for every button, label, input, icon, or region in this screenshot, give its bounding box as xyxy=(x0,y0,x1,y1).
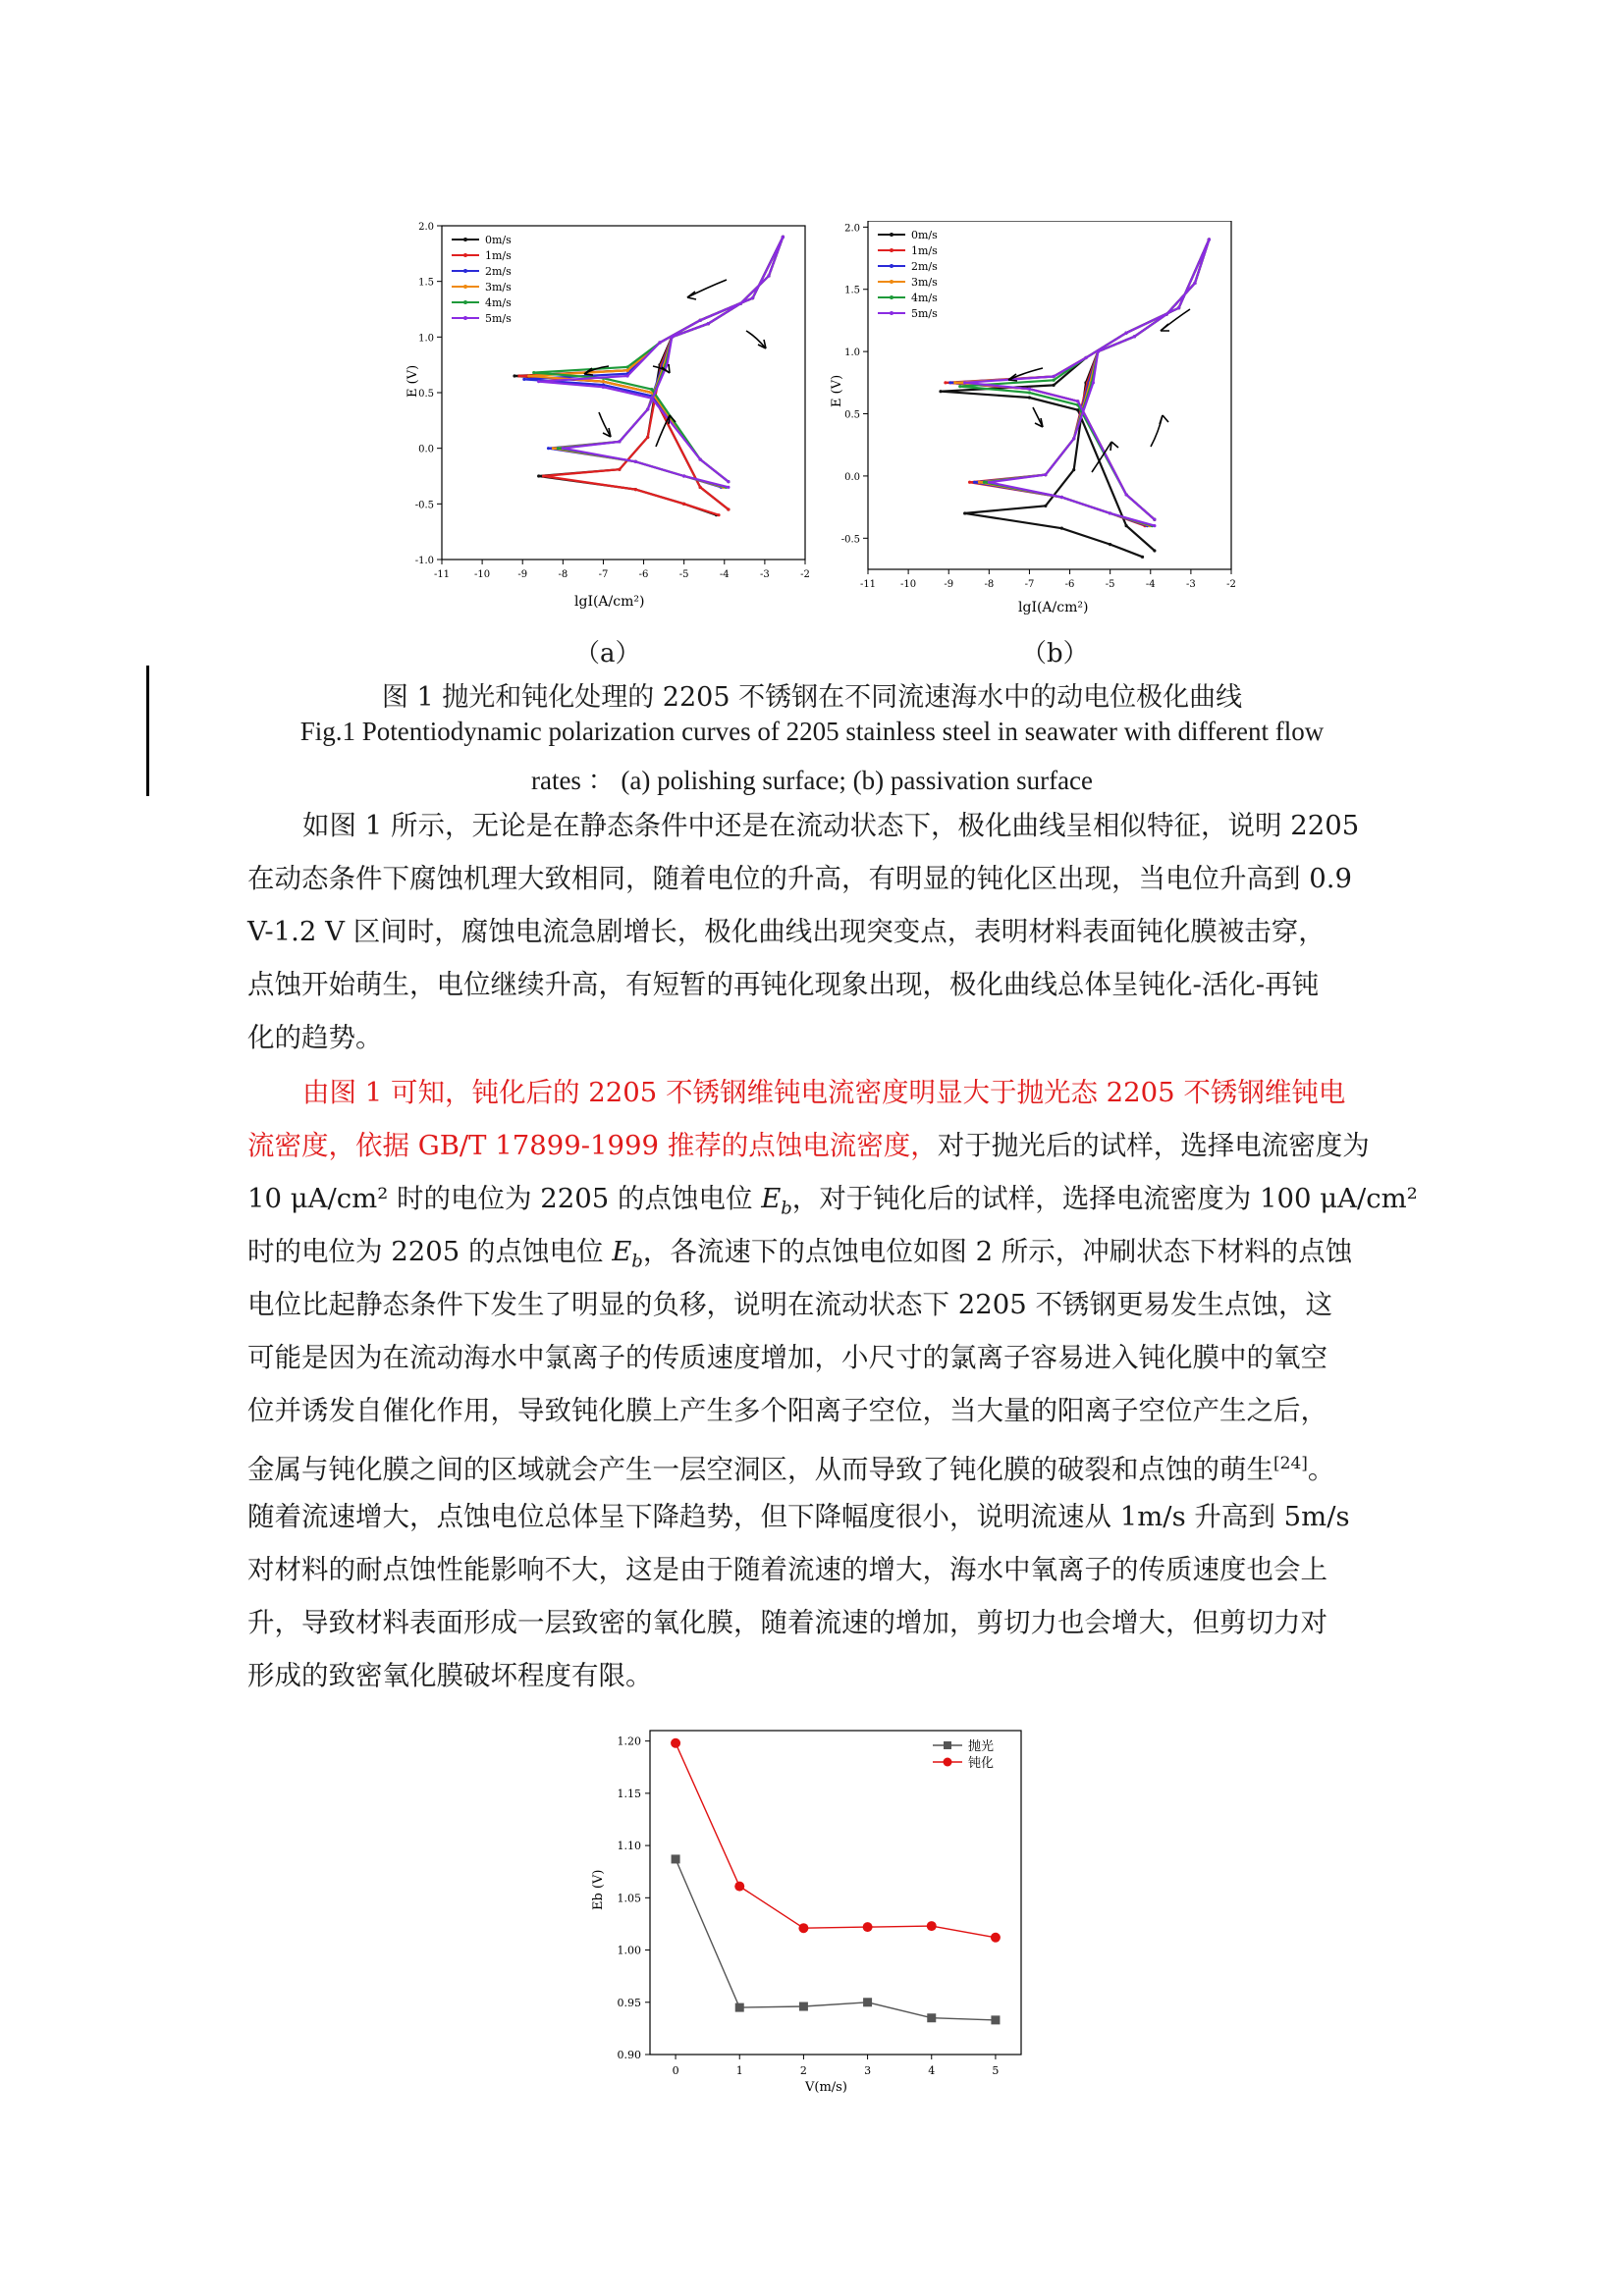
curve-marker xyxy=(983,481,986,484)
panel-b-ticks xyxy=(841,223,1236,590)
legend-label: 1m/s xyxy=(911,244,938,257)
x-tick-label: -7 xyxy=(598,569,609,580)
data-point-circle xyxy=(734,1882,744,1892)
curve-marker xyxy=(699,486,702,489)
panel-a-curves xyxy=(513,236,785,517)
curve-marker xyxy=(707,322,710,325)
panel-b-label: （b） xyxy=(1021,639,1089,668)
x-tick-label: -7 xyxy=(1024,579,1035,590)
legend-marker xyxy=(944,1741,951,1749)
y-tick-label: -0.5 xyxy=(840,534,860,546)
curve-marker xyxy=(1060,496,1063,499)
curve-marker xyxy=(963,381,966,384)
para2-highlight: 由图 1 可知，钝化后的 2205 不锈钢维钝电流密度明显大于抛光态 2205 不锈钢维钝电 xyxy=(302,1077,1346,1108)
curve-reverse-2m/s xyxy=(524,237,784,481)
curve-marker xyxy=(650,397,653,400)
curve-marker xyxy=(1153,524,1156,527)
para2-line: 电位比起静态条件下发生了明显的负移，说明在流动状态下 2205 不锈钢更易发生点蚀，这 xyxy=(247,1289,1332,1320)
y-tick-label: 2.0 xyxy=(844,223,860,235)
data-point-square xyxy=(799,2002,808,2011)
panel-b-ylabel: E (V) xyxy=(830,374,844,407)
curve-forward-5m/s xyxy=(563,237,783,487)
curve-marker xyxy=(739,302,742,305)
curve-marker xyxy=(1125,332,1128,335)
curve-marker xyxy=(699,457,702,460)
y-tick-label: 0.95 xyxy=(617,1996,641,2009)
x-tick-label: -2 xyxy=(800,569,810,580)
legend-label: 3m/s xyxy=(911,276,938,289)
x-tick-label: -5 xyxy=(678,569,689,580)
legend-label: 5m/s xyxy=(911,307,938,320)
curve-marker xyxy=(650,388,653,391)
para2-line xyxy=(247,1172,1418,1225)
paragraph-1 xyxy=(247,799,1388,1064)
curve-marker xyxy=(1133,335,1136,338)
data-point-circle xyxy=(991,1933,1001,1943)
para2-line: 可能是因为在流动海水中氯离子的传质速度增加，小尺寸的氯离子容易进入钝化膜中的氧空 xyxy=(247,1342,1327,1373)
x-tick-label: -6 xyxy=(1064,579,1075,590)
figure2-ylabel: Eb (V) xyxy=(591,1869,606,1910)
curve-marker xyxy=(513,374,515,377)
legend-marker xyxy=(890,248,893,252)
para1-line: 在动态条件下腐蚀机理大致相同，随着电位的升高，有明显的钝化区出现，当电位升高到 0.9 xyxy=(247,863,1352,894)
curve-marker xyxy=(782,236,785,239)
legend-label: 3m/s xyxy=(485,281,512,294)
para2-text: 。 xyxy=(1307,1454,1335,1486)
y-tick-label: 1.0 xyxy=(844,347,860,359)
para1-line: 如图 1 所示，无论是在静态条件中还是在流动状态下，极化曲线呈相似特征，说明 2205 xyxy=(302,810,1360,841)
y-tick-label: -0.5 xyxy=(414,500,434,511)
curve-marker xyxy=(602,386,605,389)
curve-marker xyxy=(646,407,649,410)
x-tick-label: -6 xyxy=(638,569,649,580)
curve-marker xyxy=(988,481,991,484)
curve-marker xyxy=(552,447,555,450)
figure2-legend xyxy=(933,1738,994,1771)
para2-line: 对材料的耐点蚀性能影响不大，这是由于随着流速的增大，海水中氧离子的传质速度也会上 xyxy=(247,1554,1327,1585)
series-line-抛光 xyxy=(676,1859,996,2020)
citation: [24] xyxy=(1273,1454,1308,1473)
curve-marker xyxy=(944,381,947,384)
panel-a-legend xyxy=(452,234,512,325)
curve-marker xyxy=(547,447,550,450)
eb-symbol: E xyxy=(761,1183,782,1214)
para2-line xyxy=(247,1119,1388,1172)
curve-marker xyxy=(658,341,661,344)
curve-marker xyxy=(1076,400,1079,402)
figure1-caption-cn: 图 1 抛光和钝化处理的 2205 不锈钢在不同流速海水中的动电位极化曲线 xyxy=(381,682,1243,713)
curve-marker xyxy=(727,480,730,483)
legend-label: 2m/s xyxy=(911,260,938,273)
curve-marker xyxy=(699,319,702,322)
curve-reverse-4m/s xyxy=(534,237,784,481)
curve-marker xyxy=(1125,493,1128,496)
para1-line: 化的趋势。 xyxy=(247,1022,383,1053)
y-tick-label: -1.0 xyxy=(414,556,434,566)
panel-b-curves xyxy=(939,238,1211,559)
panel-b-legend xyxy=(878,229,938,320)
eb-symbol: E xyxy=(612,1236,632,1267)
curve-marker xyxy=(1028,396,1031,399)
curve-marker xyxy=(562,447,565,450)
para2-text: 时的电位为 2205 的点蚀电位 xyxy=(247,1236,613,1267)
curve-marker xyxy=(682,503,685,506)
series-line-钝化 xyxy=(676,1743,996,1938)
x-tick-label: 4 xyxy=(928,2064,936,2077)
y-tick-label: 1.15 xyxy=(617,1787,641,1800)
y-tick-label: 1.00 xyxy=(617,1944,641,1957)
curve-marker xyxy=(1193,282,1196,285)
curve-marker xyxy=(1028,388,1031,391)
y-tick-label: 1.0 xyxy=(418,333,434,345)
x-tick-label: 3 xyxy=(864,2064,872,2077)
figure1-caption-en: Fig.1 Potentiodynamic polarization curves of 2205 stainless steel in seawater with different flow xyxy=(299,717,1325,746)
y-tick-label: 1.5 xyxy=(418,277,434,289)
curve-marker xyxy=(1208,238,1211,240)
figure2-chart xyxy=(569,1726,1031,2099)
x-tick-label: 0 xyxy=(672,2064,679,2077)
panel-a-ylabel: E (V) xyxy=(406,364,420,398)
eb-subscript: b xyxy=(631,1251,643,1272)
legend-marker xyxy=(463,316,467,320)
x-tick-label: -5 xyxy=(1105,579,1115,590)
legend-label: 0m/s xyxy=(485,234,512,246)
x-tick-label: -11 xyxy=(859,579,877,590)
para2-line: 随着流速增大，点蚀电位总体呈下降趋势，但下降幅度很小，说明流速从 1m/s 升高到 5m/s xyxy=(247,1501,1350,1532)
curve-marker xyxy=(557,447,560,450)
figure2-frame xyxy=(650,1731,1021,2055)
y-tick-label: 0.0 xyxy=(418,444,434,455)
para2-text: ，各流速下的点蚀电位如图 2 所示，冲刷状态下材料的点蚀 xyxy=(642,1236,1353,1267)
y-tick-label: 2.0 xyxy=(418,222,434,233)
legend-marker xyxy=(890,264,893,268)
x-tick-label: -4 xyxy=(1145,579,1156,590)
data-point-square xyxy=(672,1854,680,1863)
x-tick-label: -8 xyxy=(558,569,568,580)
curve-marker xyxy=(1109,543,1111,546)
legend-marker xyxy=(463,285,467,289)
curve-marker xyxy=(634,460,637,463)
curve-marker xyxy=(1141,556,1144,559)
legend-label: 4m/s xyxy=(911,292,938,304)
curve-marker xyxy=(527,374,530,377)
legend-marker xyxy=(463,253,467,257)
curve-marker xyxy=(522,378,525,381)
curve-marker xyxy=(618,468,621,471)
curve-marker xyxy=(751,296,754,299)
curve-marker xyxy=(1044,505,1047,507)
y-tick-label: 0.0 xyxy=(844,471,860,483)
para2-line: 形成的致密氧化膜破坏程度有限。 xyxy=(247,1660,653,1691)
curve-marker xyxy=(1125,524,1128,527)
data-point-circle xyxy=(863,1922,873,1932)
para2-line xyxy=(247,1437,1388,1490)
para2-line: 位并诱发自催化作用，导致钝化膜上产生多个阳离子空位，当大量的阳离子空位产生之后， xyxy=(247,1395,1327,1426)
figure1-panel-b xyxy=(827,221,1244,618)
curve-marker xyxy=(537,380,540,383)
curve-marker xyxy=(618,440,621,443)
curve-marker xyxy=(767,274,770,277)
panel-b-xlabel: lgI(A/cm²) xyxy=(1018,600,1089,615)
x-tick-label: 5 xyxy=(992,2064,1000,2077)
curve-marker xyxy=(948,381,951,384)
legend-marker xyxy=(463,300,467,304)
curve-marker xyxy=(626,369,629,372)
curve-marker xyxy=(1153,549,1156,552)
x-tick-label: -9 xyxy=(944,579,954,590)
curve-marker xyxy=(958,385,961,388)
para2-line: 升，导致材料表面形成一层致密的氧化膜，随着流速的增加，剪切力也会增大，但剪切力对 xyxy=(247,1607,1327,1638)
curve-marker xyxy=(626,374,629,377)
curve-marker xyxy=(963,511,966,514)
y-tick-label: 1.05 xyxy=(617,1892,641,1905)
curve-marker xyxy=(646,436,649,439)
data-point-circle xyxy=(671,1738,680,1748)
x-tick-label: -10 xyxy=(474,569,491,580)
legend-marker xyxy=(890,311,893,315)
legend-label: 抛光 xyxy=(968,1739,995,1754)
x-tick-label: -3 xyxy=(760,569,770,580)
figure1-caption-en-cont: rates ： (a) polishing surface; (b) passivation surface xyxy=(530,766,1094,795)
data-point-circle xyxy=(798,1923,808,1933)
y-tick-label: 1.5 xyxy=(844,285,860,296)
para2-highlight: 流密度，依据 GB/T 17899-1999 推荐的点蚀电流密度， xyxy=(247,1130,938,1161)
curve-reverse-3m/s xyxy=(955,240,1210,519)
curve-marker xyxy=(1053,384,1056,387)
x-tick-label: -2 xyxy=(1226,579,1236,590)
legend-marker xyxy=(463,238,467,241)
para2-text: 对于抛光后的试样，选择电流密度为 xyxy=(937,1130,1370,1161)
curve-marker xyxy=(727,486,730,489)
curve-marker xyxy=(1060,527,1063,530)
figure2-series xyxy=(671,1738,1001,2025)
curve-marker xyxy=(1153,518,1156,521)
curve-marker xyxy=(682,474,685,477)
legend-marker xyxy=(890,280,893,284)
curve-marker xyxy=(542,474,545,477)
curve-marker xyxy=(978,481,981,484)
curve-marker xyxy=(953,381,956,384)
legend-marker xyxy=(890,233,893,237)
curve-reverse-1m/s xyxy=(519,237,784,509)
legend-label: 钝化 xyxy=(968,1756,995,1771)
legend-label: 0m/s xyxy=(911,229,938,241)
curve-marker xyxy=(1053,379,1056,382)
curve-marker xyxy=(1044,473,1047,476)
curve-marker xyxy=(939,390,942,393)
curve-marker xyxy=(1109,511,1111,514)
panel-a-xlabel: lgI(A/cm²) xyxy=(574,594,645,610)
curve-marker xyxy=(1097,350,1100,353)
curve-marker xyxy=(602,380,605,383)
legend-label: 5m/s xyxy=(485,312,512,325)
curve-marker xyxy=(671,336,674,339)
y-tick-label: 1.10 xyxy=(617,1840,641,1853)
panel-a-ticks xyxy=(415,222,810,580)
y-tick-label: 0.90 xyxy=(617,2049,641,2061)
data-point-square xyxy=(927,2013,936,2022)
x-tick-label: 2 xyxy=(799,2064,807,2077)
curve-forward-4m/s xyxy=(558,237,783,487)
curve-marker xyxy=(1028,391,1031,394)
legend-label: 2m/s xyxy=(485,265,512,278)
data-point-circle xyxy=(927,1921,937,1931)
para2-text: 金属与钝化膜之间的区域就会产生一层空洞区，从而导致了钝化膜的破裂和点蚀的萌生 xyxy=(247,1454,1273,1486)
x-tick-label: 1 xyxy=(735,2064,743,2077)
curve-marker xyxy=(1053,375,1056,378)
x-tick-label: -11 xyxy=(433,569,451,580)
data-point-square xyxy=(991,2015,1000,2024)
legend-marker xyxy=(890,295,893,299)
para1-line: 点蚀开始萌生，电位继续升高，有短暂的再钝化现象出现，极化曲线总体呈钝化-活化-再钝 xyxy=(247,969,1320,1000)
x-tick-label: -4 xyxy=(719,569,730,580)
curve-marker xyxy=(1072,437,1075,440)
legend-marker xyxy=(944,1758,952,1767)
y-tick-label: 1.20 xyxy=(617,1735,641,1748)
x-tick-label: -8 xyxy=(984,579,995,590)
y-tick-label: 0.5 xyxy=(844,409,860,421)
curve-reverse-0m/s xyxy=(941,240,1209,551)
figure2-ticks xyxy=(618,1735,1000,2077)
legend-label: 1m/s xyxy=(485,249,512,262)
curve-marker xyxy=(634,488,637,491)
para2-line xyxy=(247,1225,1388,1278)
curve-marker xyxy=(717,513,720,516)
panel-a-label: （a） xyxy=(574,639,641,668)
curve-marker xyxy=(532,371,535,374)
x-tick-label: -3 xyxy=(1186,579,1196,590)
figure2-xlabel: V(m/s) xyxy=(805,2080,847,2095)
data-point-square xyxy=(863,1998,872,2006)
eb-subscript: b xyxy=(781,1198,792,1219)
x-tick-label: -9 xyxy=(517,569,528,580)
para2-text: 10 μA/cm² 时的电位为 2205 的点蚀电位 xyxy=(247,1183,762,1214)
figure1-panel-a xyxy=(403,221,815,618)
paragraph-2 xyxy=(247,1066,1418,1702)
curve-marker xyxy=(1092,381,1095,384)
curve-marker xyxy=(1165,312,1168,315)
curve-marker xyxy=(1072,468,1075,471)
curve-marker xyxy=(1177,306,1180,309)
curve-marker xyxy=(626,365,629,368)
legend-marker xyxy=(463,269,467,273)
curve-marker xyxy=(973,481,976,484)
x-tick-label: -10 xyxy=(900,579,917,590)
curve-marker xyxy=(537,474,540,477)
data-point-square xyxy=(735,2003,744,2012)
y-tick-label: 0.5 xyxy=(418,389,434,400)
curve-marker xyxy=(727,507,730,510)
legend-label: 4m/s xyxy=(485,296,512,309)
para1-line: V-1.2 V 区间时，腐蚀电流急剧增长，极化曲线出现突变点，表明材料表面钝化膜被击穿， xyxy=(247,916,1326,947)
curve-marker xyxy=(968,481,971,484)
curve-marker xyxy=(1084,356,1087,359)
para2-text: ，对于钝化后的试样，选择电流密度为 100 μA/cm² xyxy=(791,1183,1418,1214)
curve-marker xyxy=(517,374,520,377)
